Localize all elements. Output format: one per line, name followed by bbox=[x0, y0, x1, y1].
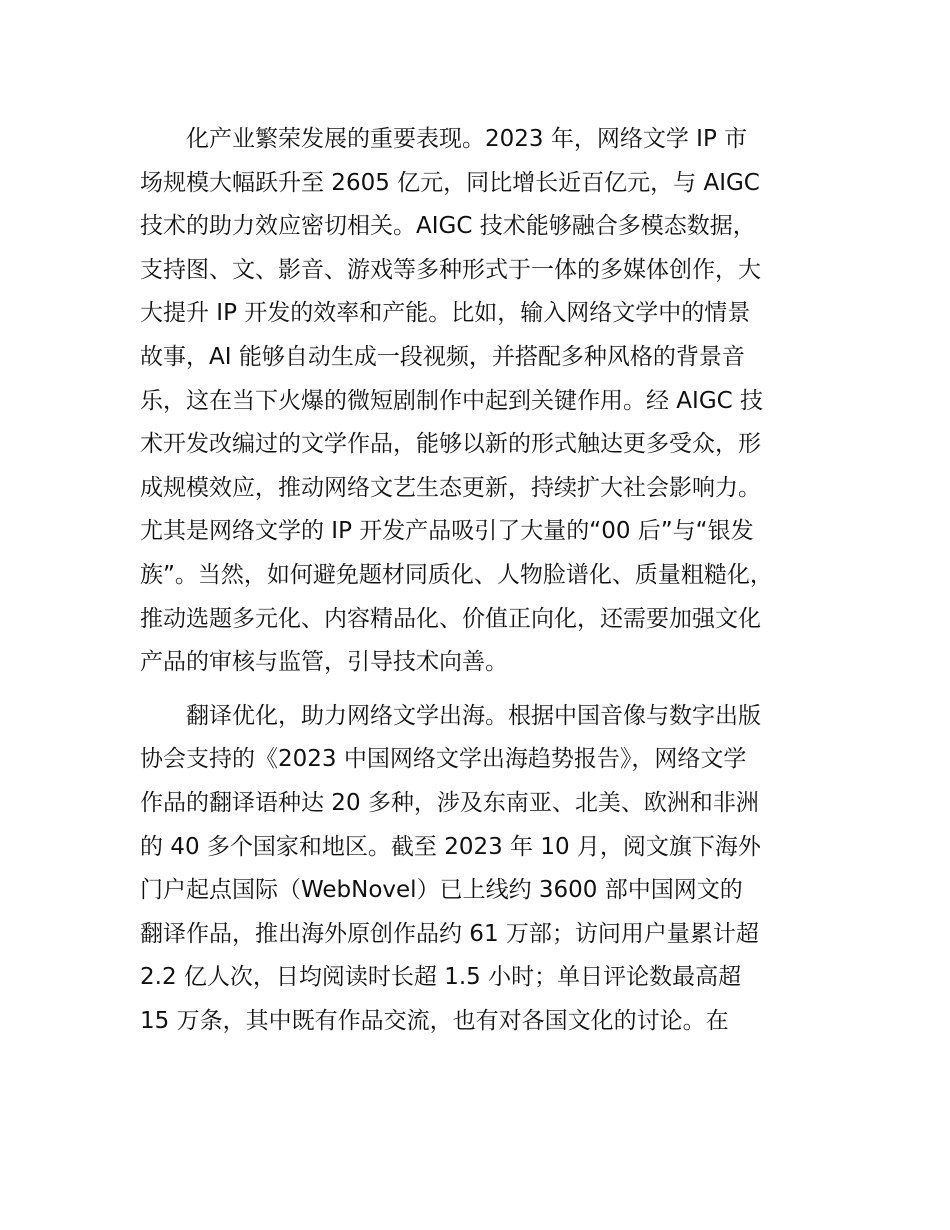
text-line: 技术的助力效应密切相关。AIGC 技术能够融合多模态数据， bbox=[140, 213, 756, 240]
document-body bbox=[140, 118, 840, 1043]
text-line: 尤其是网络文学的 IP 开发产品吸引了大量的“00 后”与“银发 bbox=[140, 518, 754, 545]
text-line: 推动选题多元化、内容精品化、价值正向化，还需要加强文化 bbox=[140, 605, 761, 632]
text-line: 产品的审核与监管，引导技术向善。 bbox=[140, 649, 508, 676]
paragraph-ip-market bbox=[140, 118, 840, 685]
text-line: 化产业繁荣发展的重要表现。2023 年，网络文学 IP 市 bbox=[140, 126, 748, 152]
text-line: 15 万条，其中既有作品交流，也有对各国文化的讨论。在 bbox=[140, 1007, 729, 1034]
text-line: 门户起点国际（WebNovel）已上线约 3600 部中国网文的 bbox=[140, 877, 743, 904]
text-line: 乐，这在当下火爆的微短剧制作中起到关键作用。经 AIGC 技 bbox=[140, 387, 764, 414]
text-line: 成规模效应，推动网络文艺生态更新，持续扩大社会影响力。 bbox=[140, 474, 761, 501]
text-line: 支持图、文、影音、游戏等多种形式于一体的多媒体创作，大 bbox=[140, 256, 761, 283]
text-line: 术开发改编过的文学作品，能够以新的形式触达更多受众，形 bbox=[140, 431, 761, 458]
text-line: 大提升 IP 开发的效率和产能。比如，输入网络文学中的情景 bbox=[140, 300, 751, 327]
text-line: 故事，AI 能够自动生成一段视频，并搭配多种风格的背景音 bbox=[140, 343, 745, 370]
text-line: 2.2 亿人次，日均阅读时长超 1.5 小时；单日评论数最高超 bbox=[140, 964, 742, 991]
text-line: 族”。当然，如何避免题材同质化、人物脸谱化、质量粗糙化， bbox=[140, 561, 773, 588]
text-line: 协会支持的《2023 中国网络文学出海趋势报告》，网络文学 bbox=[140, 746, 747, 773]
text-line: 作品的翻译语种达 20 多种，涉及东南亚、北美、欧洲和非洲 bbox=[140, 789, 759, 816]
text-line: 翻译作品，推出海外原创作品约 61 万部；访问用户量累计超 bbox=[140, 920, 759, 947]
paragraph-translation-overseas bbox=[140, 695, 840, 1044]
text-line: 场规模大幅跃升至 2605 亿元，同比增长近百亿元，与 AIGC bbox=[140, 169, 760, 196]
text-line: 的 40 多个国家和地区。截至 2023 年 10 月，阅文旗下海外 bbox=[140, 833, 761, 860]
text-line: 翻译优化，助力网络文学出海。根据中国音像与数字出版 bbox=[140, 702, 761, 729]
